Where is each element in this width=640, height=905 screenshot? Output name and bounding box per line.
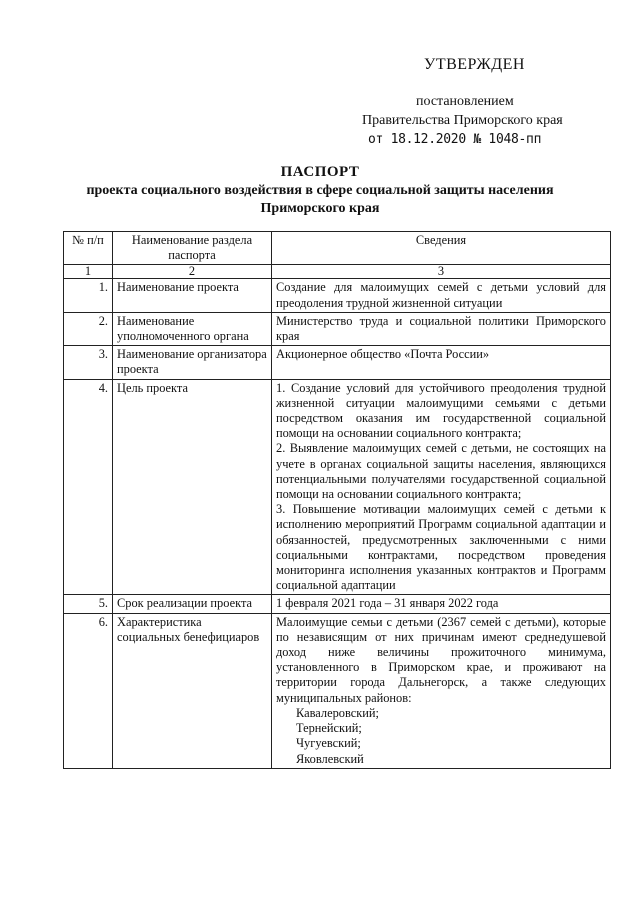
document-title: ПАСПОРТ — [280, 164, 360, 180]
table-row — [64, 613, 611, 768]
row-info — [272, 346, 611, 379]
table-header-row — [64, 232, 611, 265]
document-subtitle-line-2: Приморского края — [260, 201, 380, 216]
row-number: 5. — [64, 595, 113, 613]
row-info-text: 1 февраля 2021 года – 31 января 2022 года — [276, 596, 499, 611]
table-row — [64, 379, 611, 595]
row-info-text: Малоимущие семьи с детьми (2367 семей с детьми), которые по независящим от них причинам имеют среднедушевой доход ниже величины прожиточного минимума, установленного в Приморском крае, и проживают на территории города Дальнегорск, а также следующих муниципальных районов: — [276, 614, 606, 705]
table-index-row — [64, 265, 611, 279]
approval-line-2: Правительства Приморского края — [362, 113, 563, 128]
row-info-text: Создание для малоимущих семей с детьми условий для преодоления трудной жизненной ситуации — [276, 280, 606, 310]
approval-line-3: от 18.12.2020 № 1048-пп — [368, 132, 542, 147]
district-item: Чугуевский; — [296, 736, 361, 751]
table-row — [64, 346, 611, 379]
row-number: 6. — [64, 613, 113, 768]
table-row — [64, 595, 611, 613]
goal-item-2: 2. Выявление малоимущих семей с детьми, не состоящих на учете в органах социальной защиты населения, являющихся потенциальными получателями государственной социальной помощи на основании социального контракта; — [276, 441, 606, 502]
table-row — [64, 279, 611, 312]
row-section-name: Наименование уполномоченного органа — [113, 312, 272, 345]
row-info — [272, 312, 611, 345]
header-num: № п/п — [64, 232, 113, 265]
index-cell-1: 1 — [64, 265, 113, 279]
row-section-name: Срок реализации проекта — [113, 595, 272, 613]
row-number: 3. — [64, 346, 113, 379]
approval-line-1: постановлением — [416, 94, 514, 109]
row-section-name: Наименование проекта — [113, 279, 272, 312]
row-info — [272, 379, 611, 595]
document-subtitle-line-1: проекта социального воздействия в сфере социальной защиты населения — [86, 183, 554, 198]
row-info — [272, 613, 611, 768]
row-section-name: Цель проекта — [113, 379, 272, 595]
header-name: Наименование раздела паспорта — [113, 232, 272, 265]
row-info — [272, 595, 611, 613]
goal-item-1: 1. Создание условий для устойчивого преодоления трудной жизненной ситуации малоимущими семьями с детьми посредством оказания им государственной социальной помощи на основании социального контракта; — [276, 380, 606, 441]
row-number: 1. — [64, 279, 113, 312]
table-row — [64, 312, 611, 345]
passport-table — [63, 231, 611, 769]
row-number: 2. — [64, 312, 113, 345]
approval-title: УТВЕРЖДЕН — [424, 56, 525, 73]
index-cell-2: 2 — [113, 265, 272, 279]
header-info: Сведения — [272, 232, 611, 265]
goal-item-3: 3. Повышение мотивации малоимущих семей с детьми к исполнению мероприятий Программ социальной адаптации и обязанностей, предусмотренных заключенными с ними социальными контрактами, посредством проведения мониторинга исполнения указанных контрактов и Программ социальной адаптации — [276, 502, 606, 593]
row-number: 4. — [64, 379, 113, 595]
district-item: Яковлевский — [296, 751, 364, 766]
row-section-name: Характеристика социальных бенефициаров — [113, 613, 272, 768]
index-cell-3: 3 — [272, 265, 611, 279]
district-item: Кавалеровский; — [296, 705, 379, 720]
row-info — [272, 279, 611, 312]
row-info-text: Министерство труда и социальной политики Приморского края — [276, 313, 606, 344]
row-info-text: Акционерное общество «Почта России» — [276, 347, 490, 362]
district-item: Тернейский; — [296, 721, 362, 736]
row-section-name: Наименование организатора проекта — [113, 346, 272, 379]
